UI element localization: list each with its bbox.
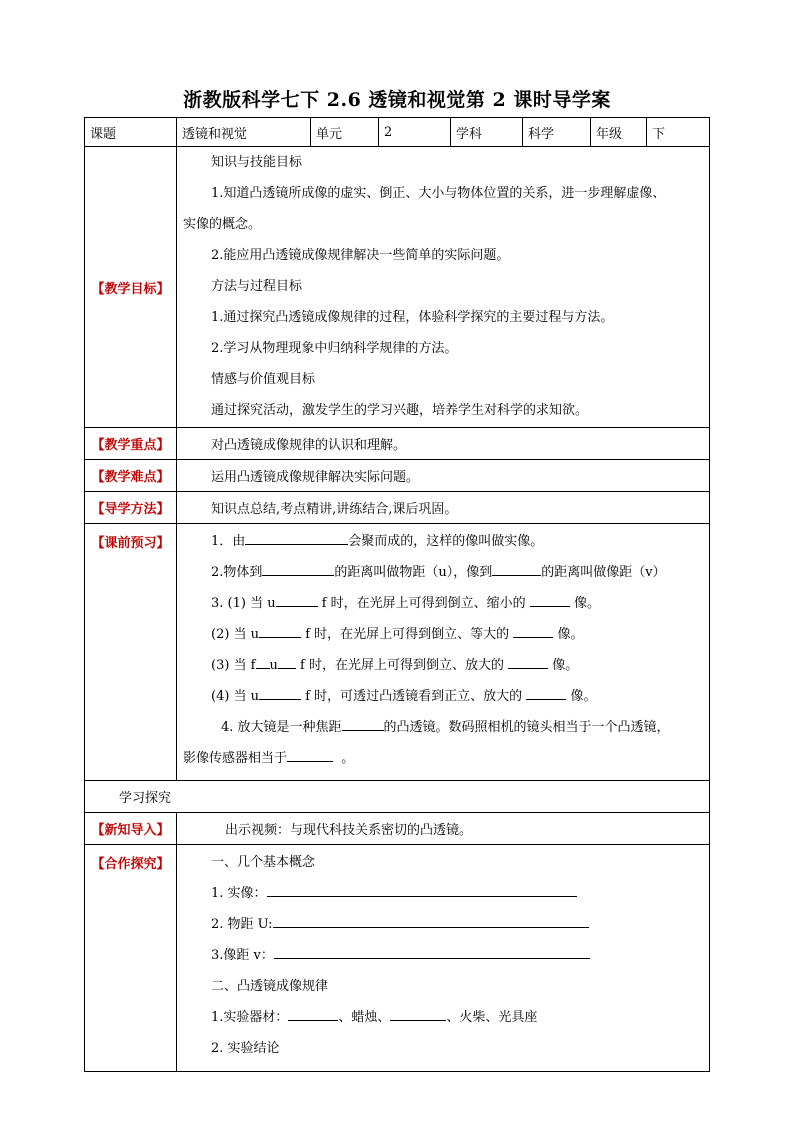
cooperate-content: [177, 845, 710, 1072]
difficulties-text: 运用凸透镜成像规律解决实际问题。: [177, 460, 710, 492]
preview-row: [85, 524, 710, 781]
equipment-line: 1.实验器材： 、蜡烛、 、火柴、光具座: [183, 1002, 703, 1033]
fill-blank: [513, 622, 553, 638]
intro-row: [85, 813, 710, 845]
key-points-row: [85, 428, 710, 460]
grade-value: 下: [647, 118, 710, 147]
explore-heading: 学习探究: [85, 781, 710, 813]
preview-line-4: (2) 当 u f 时，在光屏上可得到倒立、等大的 像。: [183, 619, 703, 650]
objective-line: 方法与过程目标: [211, 279, 303, 294]
cooperate-row: [85, 845, 710, 1072]
intro-label: 【新知导入】: [85, 813, 177, 845]
grade-label: 年级: [591, 118, 647, 147]
topic-label: 课题: [85, 118, 177, 147]
subject-value: 科学: [523, 118, 591, 147]
preview-label: 【课前预习】: [85, 524, 177, 781]
objectives-content: [177, 147, 710, 428]
page-title: 浙教版科学七下 2.6 透镜和视觉第 2 课时导学案: [183, 89, 611, 111]
object-distance-line: 2. 物距 U:: [183, 909, 703, 940]
preview-line-6: (4) 当 u f 时，可透过凸透镜看到正立、放大的 像。: [183, 681, 703, 712]
header-row: [85, 118, 710, 147]
fill-blank: [259, 622, 301, 638]
lesson-plan-table: [84, 117, 710, 1072]
real-image-line: 1. 实像：: [183, 878, 703, 909]
objective-line: 情感与价值观目标: [211, 372, 316, 387]
topic-value: 透镜和视觉: [177, 118, 311, 147]
fill-blank: [245, 529, 348, 545]
fill-blank: [278, 653, 296, 669]
fill-blank: [526, 684, 566, 700]
method-text: 知识点总结,考点精讲,讲练结合,课后巩固。: [177, 492, 710, 524]
section-heading-rules: 二、凸透镜成像规律: [211, 979, 329, 994]
fill-blank: [508, 653, 548, 669]
fill-blank: [276, 591, 318, 607]
fill-blank: [256, 653, 270, 669]
fill-blank: [274, 943, 590, 959]
objective-line: 1.通过探究凸透镜成像规律的过程，体验科学探究的主要过程与方法。: [211, 310, 614, 325]
preview-line-5: (3) 当 f u f 时，在光屏上可得到倒立、放大的 像。: [183, 650, 703, 681]
objective-line: 实像的概念。: [183, 217, 262, 232]
key-points-text: 对凸透镜成像规律的认识和理解。: [177, 428, 710, 460]
fill-blank: [390, 1005, 446, 1021]
objective-line: 通过探究活动，激发学生的学习兴趣，培养学生对科学的求知欲。: [211, 403, 589, 418]
fill-blank: [267, 881, 577, 897]
objectives-row: [85, 147, 710, 428]
fill-blank: [287, 746, 333, 762]
fill-blank: [342, 715, 384, 731]
preview-content: [177, 524, 710, 781]
subject-label: 学科: [451, 118, 523, 147]
preview-line-1: 1．由 会聚而成的，这样的像叫做实像。: [183, 526, 703, 557]
preview-line-7: 4. 放大镜是一种焦距 的凸透镜。数码照相机的镜头相当于一个凸透镜，: [183, 712, 703, 743]
key-points-label: 【教学重点】: [85, 428, 177, 460]
objective-line: 2.学习从物理现象中归纳科学规律的方法。: [211, 341, 458, 356]
section-heading-concepts: 一、几个基本概念: [211, 855, 316, 870]
fill-blank: [273, 912, 589, 928]
method-label: 【导学方法】: [85, 492, 177, 524]
intro-text: 出示视频：与现代科技关系密切的凸透镜。: [177, 813, 710, 845]
unit-label: 单元: [311, 118, 379, 147]
difficulties-label: 【教学难点】: [85, 460, 177, 492]
fill-blank: [530, 591, 570, 607]
preview-line-2: 2.物体到 的距离叫做物距（u），像到 的距离叫做像距（v）: [183, 557, 703, 588]
unit-value: 2: [379, 118, 451, 147]
objective-line: 2.能应用凸透镜成像规律解决一些简单的实际问题。: [211, 248, 510, 263]
cooperate-label: 【合作探究】: [85, 845, 177, 1072]
explore-heading-row: [85, 781, 710, 813]
fill-blank: [262, 560, 334, 576]
method-row: [85, 492, 710, 524]
objective-line: 1.知道凸透镜所成像的虚实、倒正、大小与物体位置的关系，进一步理解虚像、: [211, 186, 666, 201]
fill-blank: [259, 684, 301, 700]
objective-line: 知识与技能目标: [211, 155, 303, 170]
preview-line-8: 影像传感器相当于 。: [183, 743, 703, 774]
conclusion-line: 2. 实验结论: [211, 1041, 280, 1056]
difficulties-row: [85, 460, 710, 492]
fill-blank: [288, 1005, 338, 1021]
fill-blank: [492, 560, 541, 576]
image-distance-line: 3.像距 v：: [183, 940, 703, 971]
preview-line-3: 3. (1) 当 u f 时，在光屏上可得到倒立、缩小的 像。: [183, 588, 703, 619]
objectives-label: 【教学目标】: [85, 147, 177, 428]
